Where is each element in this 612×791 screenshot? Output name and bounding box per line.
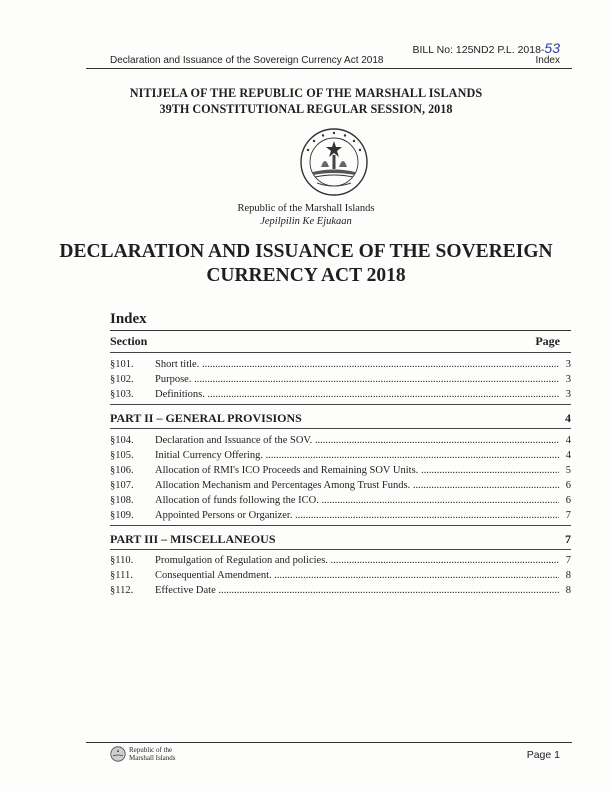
page-number: 3 xyxy=(565,389,571,400)
section-number: §103. xyxy=(110,389,134,400)
page-number: 8 xyxy=(565,570,571,581)
bill-number-text: BILL No: 125ND2 P.L. 2018- xyxy=(412,44,545,56)
page-number: 4 xyxy=(565,435,571,446)
section-title: Appointed Persons or Organizer. ..... xyxy=(155,508,559,523)
toc-row[interactable] xyxy=(110,568,571,583)
part-page: 4 xyxy=(565,411,571,425)
section-title: Allocation of funds following the ICO. ..... xyxy=(155,493,559,508)
toc-row[interactable] xyxy=(110,493,571,508)
section-title: Short title. ..... xyxy=(155,357,559,372)
section-column-header: Section xyxy=(110,334,148,348)
section-number: §102. xyxy=(110,374,134,385)
parliament-title: NITIJELA OF THE REPUBLIC OF THE MARSHALL ISLANDS xyxy=(129,86,483,100)
section-title: Allocation Mechanism and Percentages Among Trust Funds. ..... xyxy=(155,478,559,493)
act-title xyxy=(0,240,612,288)
section-number: §112. xyxy=(110,585,134,596)
toc-row[interactable] xyxy=(110,433,571,448)
part-title: PART II – GENERAL PROVISIONS xyxy=(110,411,302,425)
part-divider xyxy=(110,404,571,405)
page-number: 4 xyxy=(565,450,571,461)
index-divider xyxy=(110,330,571,331)
running-header-section: Index xyxy=(535,55,560,66)
toc-row[interactable] xyxy=(110,478,571,493)
republic-name: Republic of the Marshall Islands xyxy=(237,203,375,214)
page-number: 6 xyxy=(565,495,571,506)
part-divider xyxy=(110,525,571,526)
national-motto: Jepilpilin Ke Ejukaan xyxy=(260,216,352,227)
section-number: §109. xyxy=(110,510,134,521)
toc-row[interactable] xyxy=(110,448,571,463)
section-title: Initial Currency Offering. ..... xyxy=(155,448,559,463)
running-header-title: Declaration and Issuance of the Sovereign Currency Act 2018 xyxy=(110,55,384,66)
section-title: Promulgation of Regulation and policies. ..... xyxy=(155,553,559,568)
footer-republic-line-2: Marshall Islands xyxy=(129,754,176,762)
page-column-header: Page xyxy=(535,334,560,348)
section-number: §108. xyxy=(110,495,134,506)
section-number: §110. xyxy=(110,555,134,566)
index-heading: Index xyxy=(110,311,147,327)
footer-divider xyxy=(86,742,572,743)
page-number: 5 xyxy=(565,465,571,476)
page-number-footer: Page 1 xyxy=(526,749,560,761)
section-title: Declaration and Issuance of the SOV. ..... xyxy=(155,433,559,448)
part-title: PART III – MISCELLANEOUS xyxy=(110,532,276,546)
section-number: §104. xyxy=(110,435,134,446)
act-title-line-2: CURRENCY ACT 2018 xyxy=(206,265,406,286)
column-header-divider xyxy=(110,352,571,353)
section-number: §111. xyxy=(110,570,133,581)
footer-republic-name xyxy=(129,746,175,762)
section-title: Consequential Amendment. ..... xyxy=(155,568,559,583)
act-title-line-1: DECLARATION AND ISSUANCE OF THE SOVEREIGN xyxy=(59,241,553,262)
toc-row[interactable] xyxy=(110,553,571,568)
bill-number xyxy=(413,40,561,56)
part-heading-2[interactable] xyxy=(110,411,571,429)
header-divider xyxy=(86,68,572,69)
toc-row[interactable] xyxy=(110,463,571,478)
toc-row[interactable] xyxy=(110,583,571,598)
page-number: 8 xyxy=(565,585,571,596)
section-number: §101. xyxy=(110,359,134,370)
page-number: 3 xyxy=(565,359,571,370)
page-number: 3 xyxy=(565,374,571,385)
section-title: Allocation of RMI's ICO Proceeds and Remaining SOV Units. ..... xyxy=(155,463,559,478)
toc-row[interactable] xyxy=(110,508,571,523)
section-title: Effective Date ..... xyxy=(155,583,559,598)
toc-row[interactable] xyxy=(110,372,571,387)
footer-republic-line-1: Republic of the xyxy=(129,746,173,754)
bill-number-handwritten: 53 xyxy=(544,40,560,56)
part-heading-3[interactable] xyxy=(110,532,571,550)
section-number: §107. xyxy=(110,480,134,491)
section-number: §106. xyxy=(110,465,134,476)
section-title: Definitions. ..... xyxy=(155,387,559,402)
footer-seal-icon xyxy=(110,746,126,762)
page-number: 7 xyxy=(565,510,571,521)
page-number: 7 xyxy=(565,555,571,566)
part-page: 7 xyxy=(565,532,571,546)
national-seal-icon xyxy=(299,127,369,197)
toc-row[interactable] xyxy=(110,387,571,402)
section-number: §105. xyxy=(110,450,134,461)
session-title: 39TH CONSTITUTIONAL REGULAR SESSION, 2018 xyxy=(159,102,453,116)
section-title: Purpose. ..... xyxy=(155,372,559,387)
toc-row[interactable] xyxy=(110,357,571,372)
page-number: 6 xyxy=(565,480,571,491)
